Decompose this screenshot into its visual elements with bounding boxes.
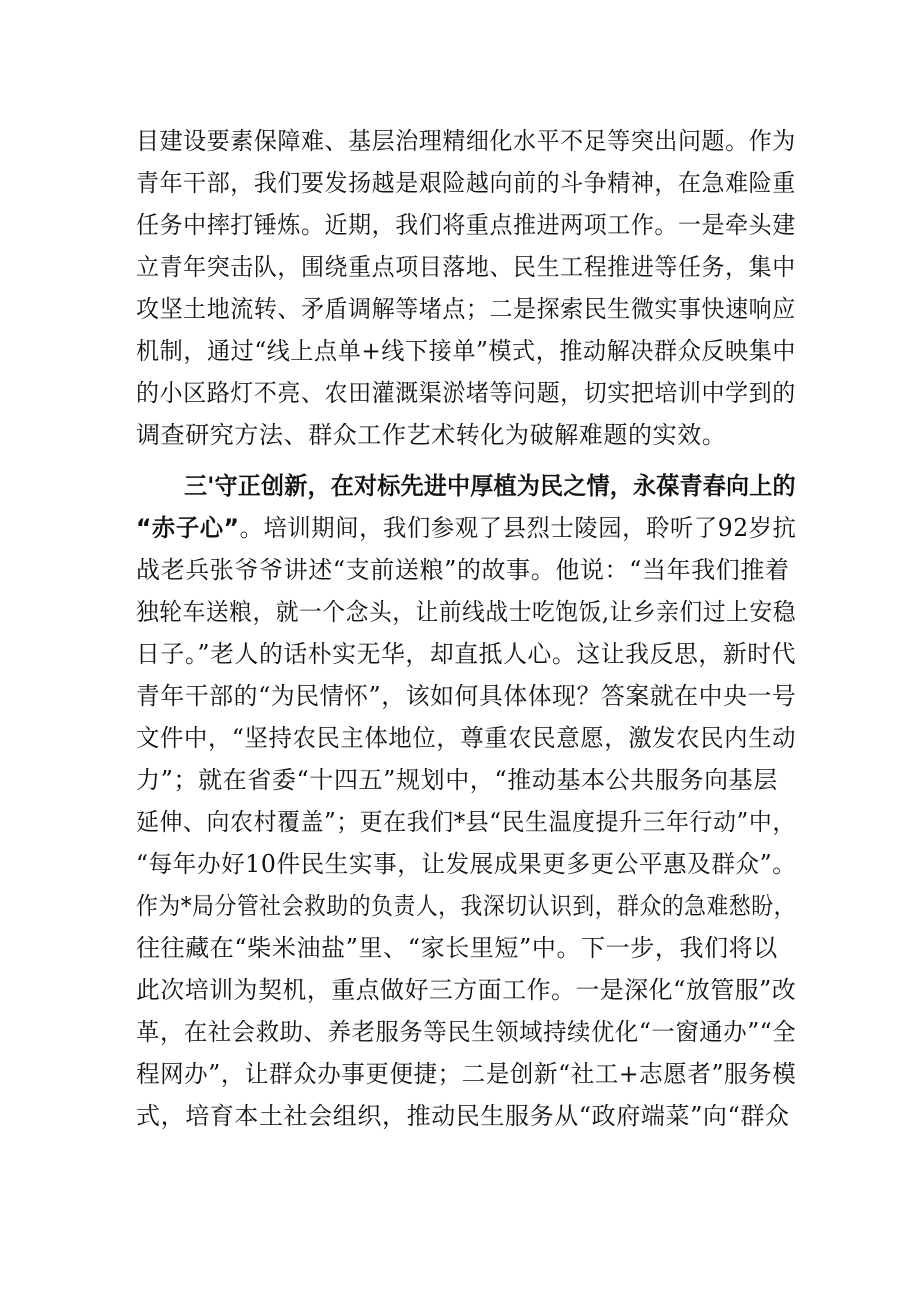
body-text-line: 独轮车送粮，就一个念头，让前线战士吃饱饭,让乡亲们过上安稳: [136, 598, 797, 626]
body-text-line: 战老兵张爷爷讲述“支前送粮”的故事。他说：“当年我们推着: [136, 556, 790, 584]
body-text-line: 调查研究方法、群众工作艺术转化为破解难题的实效。: [136, 421, 727, 449]
body-text-line: 机制，通过“线上点单+线下接单”模式，推动解决群众反映集中: [136, 337, 797, 365]
body-text-line: 青年干部的“为民情怀”，该如何具体体现？答案就在中央一号: [136, 682, 797, 710]
body-text-segment: 。培训期间，我们参观了县烈士陵园，聆听了92岁抗: [239, 514, 797, 542]
section-heading: 三'守正创新，在对标先进中厚植为民之情，永葆青春向上的: [184, 472, 796, 500]
body-text-line: 程网办”，让群众办事更便捷；二是创新“社工+志愿者”服务模: [136, 1060, 797, 1088]
body-text-line: 的小区路灯不亮、农田灌溉渠淤堵等问题，切实把培训中学到的: [136, 379, 796, 407]
body-text-line: 青年干部，我们要发扬越是艰险越向前的斗争精神，在急难险重: [136, 169, 796, 197]
body-text-line: 任务中摔打锤炼。近期，我们将重点推进两项工作。一是牵头建: [136, 211, 796, 239]
body-text-line: 往往藏在“柴米油盐”里、“家长里短”中。下一步，我们将以: [136, 934, 778, 962]
body-text-line: 式，培育本土社会组织，推动民生服务从“政府端菜”向“群众: [136, 1102, 790, 1130]
body-text-line: 文件中，“坚持农民主体地位，尊重农民意愿，激发农民内生动: [136, 724, 797, 752]
body-text-line: 立青年突击队，围绕重点项目落地、民生工程推进等任务，集中: [136, 253, 796, 281]
body-text-line: 作为*局分管社会救助的负责人，我深切认识到，群众的急难愁盼，: [136, 892, 796, 920]
body-text-line: 目建设要素保障难、基层治理精细化水平不足等突出问题。作为: [136, 127, 796, 155]
body-text-line: 攻坚土地流转、矛盾调解等堵点；二是探索民生微实事快速响应: [136, 295, 796, 323]
body-text-line: 日子。”老人的话朴实无华，却直抵人心。这让我反思，新时代: [136, 640, 797, 668]
body-text-line: 延伸、向农村覆盖”；更在我们*县“民生温度提升三年行动”中，: [136, 808, 796, 836]
heading-emphasis: “赤子心”: [136, 514, 240, 542]
body-text-line: “每年办好10件民生实事，让发展成果更多更公平惠及群众”。: [136, 850, 797, 878]
body-text-line: 力”；就在省委“十四五”规划中，“推动基本公共服务向基层: [136, 766, 778, 794]
section-heading-continuation: [136, 508, 797, 548]
body-text-line: 此次培训为契机，重点做好三方面工作。一是深化“放管服”改: [136, 976, 797, 1004]
body-text-line: 革，在社会救助、养老服务等民生领域持续优化“一窗通办”“全: [136, 1018, 797, 1046]
